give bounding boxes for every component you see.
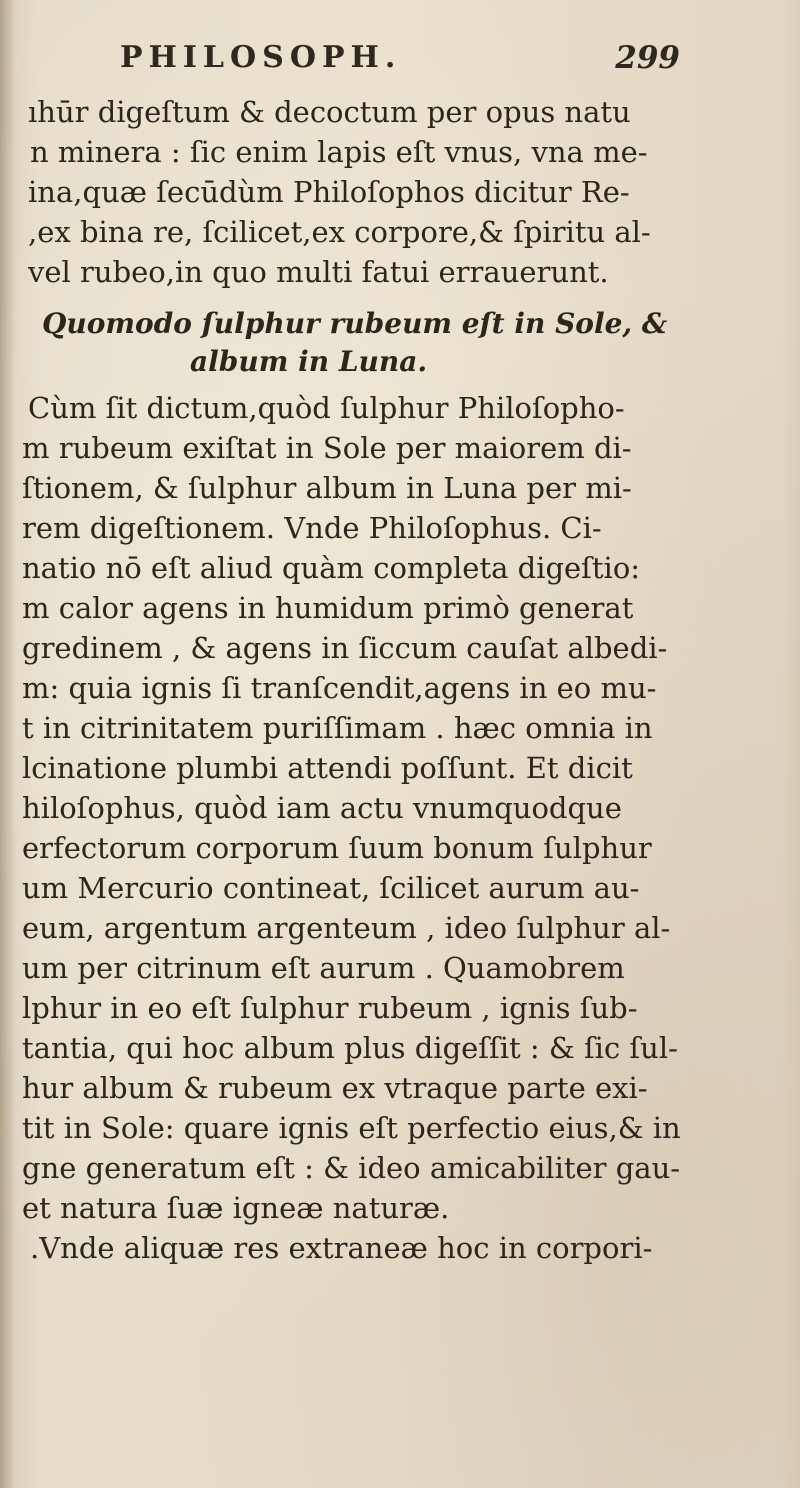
text-line: vel rubeo,in quo multi fatui errauerunt.: [28, 255, 609, 289]
binding-shadow: [0, 0, 16, 1488]
text-line: et natura ſuæ igneæ naturæ.: [22, 1191, 450, 1225]
text-line: tantia, qui hoc album plus digeſſit : & ſic ſul-: [22, 1031, 678, 1065]
text-line: m: quia ignis ſi tranſcendit,agens in eo mu-: [22, 671, 657, 705]
section-heading-line-1: Quomodo ſulphur rubeum eſt in Sole, &: [42, 307, 668, 340]
text-line: n minera : ſic enim lapis eſt vnus, vna me-: [30, 135, 648, 169]
text-line: erfectorum corporum ſuum bonum ſulphur: [22, 831, 652, 865]
text-line: rem digeſtionem. Vnde Philoſophus. Ci-: [22, 511, 602, 545]
text-line: t in citrinitatem puriſſimam . hæc omnia in: [22, 711, 653, 745]
text-line: natio nō eſt aliud quàm completa digeſtio:: [22, 551, 641, 585]
text-line: ina,quæ ſecūdùm Philoſophos dicitur Re-: [28, 175, 630, 209]
text-line: ıhūr digeſtum & decoctum per opus natu: [28, 95, 631, 129]
text-line: lphur in eo eſt ſulphur rubeum , ignis ſub-: [22, 991, 638, 1025]
text-line: m rubeum exiſtat in Sole per maiorem di-: [22, 431, 632, 465]
text-line: gne generatum eſt : & ideo amicabiliter gau-: [22, 1151, 681, 1185]
text-line: Cùm ſit dictum,quòd ſulphur Philoſopho-: [28, 391, 625, 425]
page-header: [120, 40, 680, 90]
text-line: tit in Sole: quare ignis eſt perfectio eius,& in: [22, 1111, 681, 1145]
running-head: PHILOSOPH.: [120, 40, 402, 75]
text-line: um Mercurio contineat, ſcilicet aurum au-: [22, 871, 640, 905]
text-line: hur album & rubeum ex vtraque parte exi-: [22, 1071, 648, 1105]
text-line: lcinatione plumbi attendi poſſunt. Et dicit: [22, 751, 633, 785]
text-line: hiloſophus, quòd iam actu vnumquodque: [22, 791, 622, 825]
text-line: m calor agens in humidum primò generat: [22, 591, 634, 625]
text-line: .Vnde aliquæ res extraneæ hoc in corpori-: [30, 1231, 653, 1265]
text-line: ,ex bina re, ſcilicet,ex corpore,& ſpiritu al-: [28, 215, 651, 249]
section-heading-line-2: album in Luna.: [190, 345, 428, 378]
page-number: 299: [615, 40, 680, 76]
text-line: gredinem , & agens in ſiccum cauſat albedi-: [22, 631, 668, 665]
text-line: um per citrinum eſt aurum . Quamobrem: [22, 951, 625, 985]
text-line: eum, argentum argenteum , ideo ſulphur al-: [22, 911, 671, 945]
text-line: ſtionem, & ſulphur album in Luna per mi-: [22, 471, 632, 505]
